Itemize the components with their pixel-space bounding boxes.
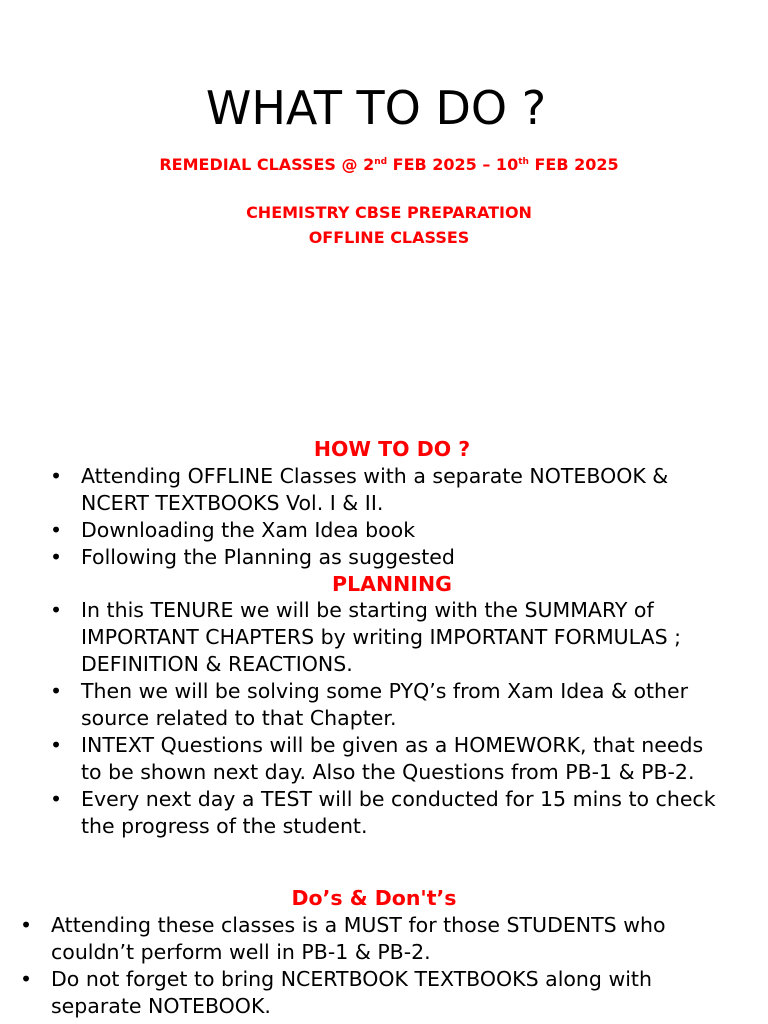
list-item-text: Every next day a TEST will be conducted for 15 mins to check the progress of the student.	[81, 787, 716, 838]
subtitle-offline: OFFLINE CLASSES	[308, 228, 470, 247]
page-title: WHAT TO DO ?	[205, 81, 547, 135]
remedial-prefix: REMEDIAL CLASSES @ 2	[159, 155, 375, 174]
remedial-sup-th: th	[518, 157, 529, 167]
list-item-text: Following the Planning as suggested	[81, 545, 455, 569]
bullet-icon: •	[50, 733, 63, 757]
list-item-text: Attending OFFLINE Classes with a separate NOTEBOOK & NCERT TEXTBOOKS Vol. I & II.	[81, 464, 669, 515]
remedial-dates	[0, 153, 768, 177]
bullet-icon: •	[50, 518, 63, 542]
list-item	[20, 912, 740, 966]
list-item	[50, 678, 730, 732]
how-to-do-list	[50, 463, 730, 571]
subtitle-chemistry: CHEMISTRY CBSE PREPARATION	[246, 203, 532, 222]
list-item	[50, 786, 730, 840]
bullet-icon: •	[50, 787, 63, 811]
dos-donts-heading: Do’s & Don't’s	[291, 886, 457, 910]
list-item-text: Then we will be solving some PYQ’s from Xam Idea & other source related to that Chapter.	[81, 679, 689, 730]
dos-donts-list	[20, 912, 740, 1020]
list-item-text: In this TENURE we will be starting with the SUMMARY of IMPORTANT CHAPTERS by writing IMPORTANT FORMULAS ; DEFINITION & REACTIONS.	[81, 598, 682, 676]
planning-list	[50, 597, 730, 840]
bullet-icon: •	[20, 913, 33, 937]
list-item	[20, 966, 740, 1020]
list-item	[50, 732, 730, 786]
bullet-icon: •	[50, 598, 63, 622]
bullet-icon: •	[50, 679, 63, 703]
list-item	[50, 517, 730, 544]
bullet-icon: •	[50, 464, 63, 488]
remedial-sup-nd: nd	[374, 157, 388, 167]
bullet-icon: •	[50, 545, 63, 569]
list-item	[50, 544, 730, 571]
remedial-suffix: FEB 2025	[528, 155, 619, 174]
planning-heading: PLANNING	[332, 572, 452, 596]
list-item-text: Downloading the Xam Idea book	[81, 518, 416, 542]
list-item-text: Attending these classes is a MUST for those STUDENTS who couldn’t perform well in PB-1 & PB-2.	[51, 913, 666, 964]
list-item-text: INTEXT Questions will be given as a HOMEWORK, that needs to be shown next day. Also the Questions from PB-1 & PB-2.	[81, 733, 704, 784]
remedial-middle: FEB 2025 – 10	[387, 155, 519, 174]
bullet-icon: •	[20, 967, 33, 991]
list-item	[50, 597, 730, 678]
list-item-text: Do not forget to bring NCERTBOOK TEXTBOOKS along with separate NOTEBOOK.	[51, 967, 652, 1018]
how-to-do-heading: HOW TO DO ?	[313, 437, 471, 461]
list-item	[50, 463, 730, 517]
